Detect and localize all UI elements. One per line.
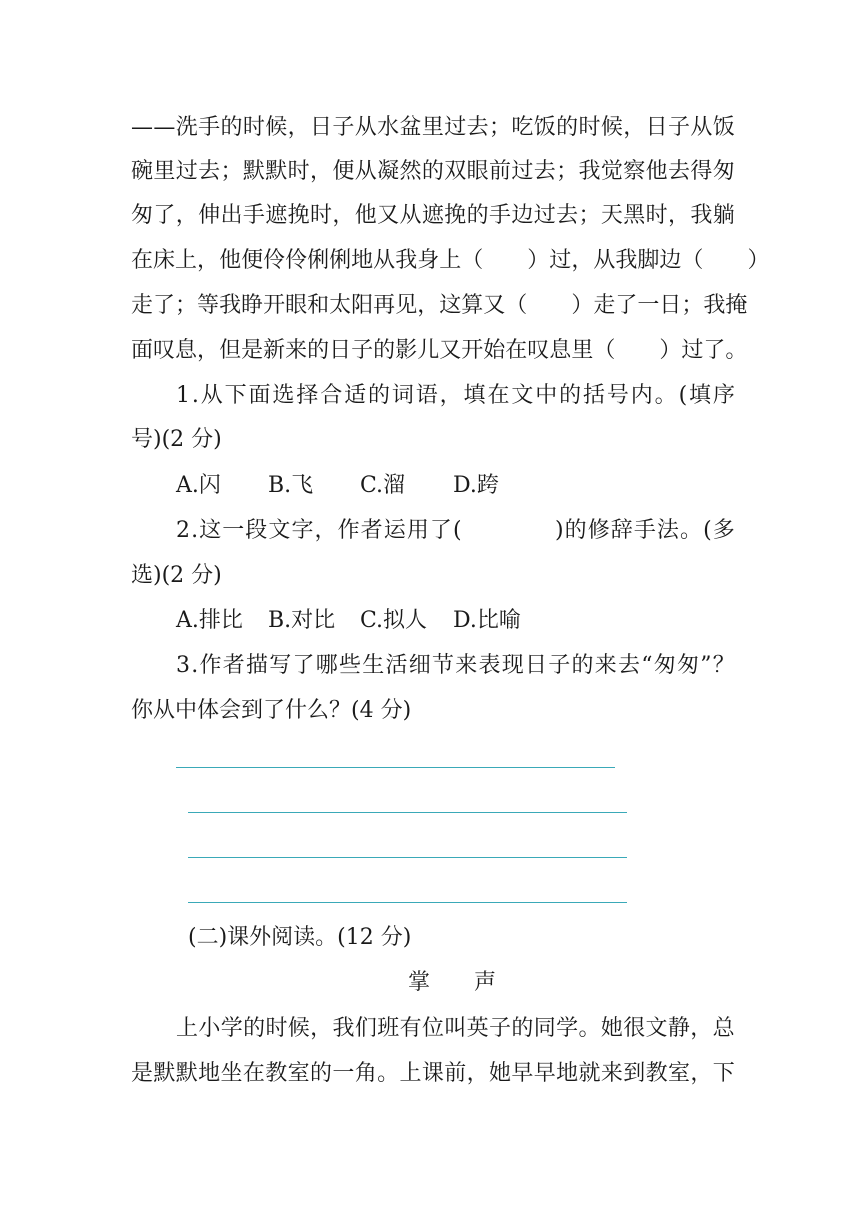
- q1-option-a: A.闪: [176, 473, 221, 498]
- passage-line-3: 匆 了 ， 伸 出 手 遮 挽 时 ， 他 又 从 遮 挽 的 手 边 过 去 ； 天 黑 时 ， 我 躺: [131, 203, 735, 228]
- q2-option-b: B.对比: [268, 608, 336, 633]
- q2-option-a: A.排比: [176, 608, 243, 633]
- q1-option-d: D.跨: [453, 473, 499, 498]
- answer-line[interactable]: [188, 902, 627, 903]
- q1-option-b: B.飞: [268, 473, 314, 498]
- passage-line-5: 走 了 ； 等 我 睁 开 眼 和 太 阳 再 见 ， 这 算 又 （ ） 走 了 一 日 ； 我 掩: [131, 293, 748, 318]
- passage-line-2: 碗 里 过 去 ； 默 默 时 ， 便 从 凝 然 的 双 眼 前 过 去 ； 我 觉 察 他 去 得 匆: [131, 159, 735, 184]
- question-1-text: 1 . 从 下 面 选 择 合 适 的 词 语 ， 填 在 文 中 的 括 号 内 。 ( 填 序: [176, 383, 735, 408]
- answer-line[interactable]: [188, 857, 627, 858]
- question-2-score: 选)(2 分): [131, 563, 222, 588]
- answer-line[interactable]: [188, 812, 627, 813]
- question-2-text: 2 . 这 一 段 文 字 ， 作 者 运 用 了 ( ) 的 修 辞 手 法 。 ( 多: [176, 518, 735, 543]
- passage-line-4: 在 床 上 ， 他 便 伶 伶 俐 俐 地 从 我 身 上 （ ） 过 ， 从 我 脚 边 （ ）: [131, 248, 770, 273]
- question-3-score: 你从中体会到了什么？(4 分): [131, 698, 412, 723]
- q2-option-c: C.拟人: [360, 608, 428, 633]
- question-1-score: 号)(2 分): [131, 427, 222, 452]
- article-line-2: 是 默 默 地 坐 在 教 室 的 一 角 。 上 课 前 ， 她 早 早 地 就 来 到 教 室 ， 下: [131, 1061, 735, 1086]
- article-line-1: 上 小 学 的 时 候 ， 我 们 班 有 位 叫 英 子 的 同 学 。 她 很 文 静 ， 总: [176, 1016, 735, 1041]
- question-3-text: 3 . 作 者 描 写 了 哪 些 生 活 细 节 来 表 现 日 子 的 来 去 “ 匆 匆 ” ？: [176, 653, 735, 678]
- section-heading: (二)课外阅读。(12 分): [188, 925, 412, 950]
- article-title: 掌 声: [408, 970, 497, 995]
- passage-line-6: 面 叹 息 ， 但 是 新 来 的 日 子 的 影 儿 又 开 始 在 叹 息 里 （ ） 过 了 。: [131, 338, 748, 363]
- q1-option-c: C.溜: [360, 473, 406, 498]
- answer-line[interactable]: [176, 767, 615, 768]
- passage-line-1: — — 洗 手 的 时 候 ， 日 子 从 水 盆 里 过 去 ； 吃 饭 的 时 候 ， 日 子 从 饭: [131, 115, 735, 140]
- q2-option-d: D.比喻: [453, 608, 521, 633]
